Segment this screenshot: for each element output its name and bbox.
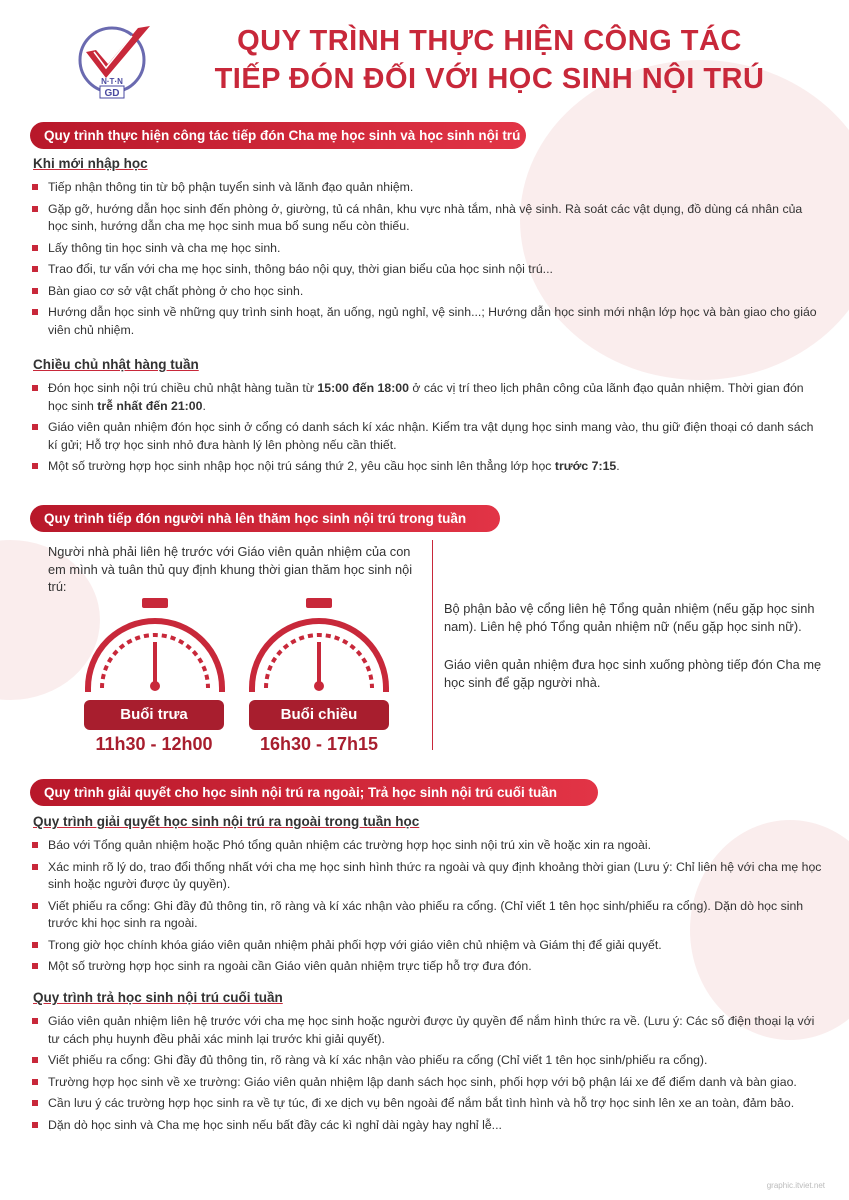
list-item: Giáo viên quản nhiệm đón học sinh ở cổng có danh sách kí xác nhận. Kiểm tra vật dụng học sinh mang vào, thu giữ điện thoại có danh sách kí gửi; Hỗ trợ học sinh nhỏ đưa hành lý lên phòng nếu cần thiết. (30, 419, 825, 454)
section1-list2 (30, 380, 825, 480)
slot-label-afternoon: Buổi chiều (249, 700, 389, 730)
time-highlight: 15:00 đến 18:00 (317, 381, 409, 395)
slot-time-noon: 11h30 - 12h00 (95, 734, 213, 754)
list-item: Trong giờ học chính khóa giáo viên quản nhiệm phải phối hợp với giáo viên chủ nhiệm và Giám thị để giải quyết. (30, 937, 825, 955)
section3-list2 (30, 1013, 825, 1138)
section2-heading: Quy trình tiếp đón người nhà lên thăm học sinh nội trú trong tuần (30, 505, 500, 532)
title-line-1: QUY TRÌNH THỰC HIỆN CÔNG TÁC (237, 25, 742, 57)
text: Một số trường hợp học sinh nhập học nội trú sáng thứ 2, yêu cầu học sinh lên thẳng lớp học (48, 459, 555, 473)
list-item: Gặp gỡ, hướng dẫn học sinh đến phòng ở, giường, tủ cá nhân, khu vực nhà tắm, nhà vệ sinh. Rà soát các vật dụng, đồ dùng cá nhân của học sinh, hướng dẫn cha mẹ học sinh mua bổ sung nếu còn thiếu. (30, 201, 825, 236)
list-item: Tiếp nhận thông tin từ bộ phận tuyển sinh và lãnh đạo quản nhiệm. (30, 179, 825, 197)
list-item (30, 458, 825, 476)
list-item (30, 380, 825, 415)
list-item: Trường hợp học sinh về xe trường: Giáo viên quản nhiệm lập danh sách học sinh, phối hợp với bộ phận lái xe để điểm danh và bàn giao. (30, 1074, 825, 1092)
text: . (616, 459, 620, 473)
title-line-2: TIẾP ĐÓN ĐỐI VỚI HỌC SINH NỘI TRÚ (214, 63, 765, 95)
section1-sub1: Khi mới nhập học (33, 156, 148, 171)
time-highlight: trễ nhất đến 21:00 (97, 398, 203, 413)
list-item: Báo với Tổng quản nhiệm hoặc Phó tổng quản nhiệm các trường hợp học sinh nội trú xin về hoặc xin ra ngoài. (30, 837, 825, 855)
list-item: Dặn dò học sinh và Cha mẹ học sinh nếu bất đầy các kì nghỉ dài ngày hay nghỉ lễ... (30, 1117, 825, 1135)
logo-sub: GD (104, 88, 120, 99)
section3-sub1: Quy trình giải quyết học sinh nội trú ra ngoài trong tuần học (33, 814, 420, 829)
section2-right-2: Giáo viên quản nhiệm đưa học sinh xuống phòng tiếp đón Cha mẹ học sinh để gặp người nhà. (444, 657, 822, 690)
section3-heading: Quy trình giải quyết cho học sinh nội trú ra ngoài; Trả học sinh nội trú cuối tuần (30, 779, 598, 806)
list-item: Viết phiếu ra cổng: Ghi đầy đủ thông tin, rõ ràng và kí xác nhận vào phiếu ra cổng (Chỉ viết 1 tên học sinh/phiếu ra cổng). (30, 1052, 825, 1070)
section2-intro: Người nhà phải liên hệ trước với Giáo viên quản nhiệm của con em mình và tuân thủ quy định khung thời gian thăm học sinh nội trú: (48, 544, 413, 594)
list-item: Hướng dẫn học sinh về những quy trình sinh hoạt, ăn uống, ngủ nghỉ, vệ sinh...; Hướng dẫn học sinh mới nhận lớp học và bàn giao cho giáo viên chủ nhiệm. (30, 304, 825, 339)
slot-label-noon: Buổi trưa (84, 700, 224, 730)
list-item: Bàn giao cơ sở vật chất phòng ở cho học sinh. (30, 283, 825, 301)
text: . (202, 398, 206, 413)
section1-list1 (30, 179, 825, 343)
time-highlight: trước 7:15 (554, 459, 617, 473)
section3-sub2: Quy trình trả học sinh nội trú cuối tuần (33, 990, 283, 1005)
section3-list1 (30, 837, 825, 980)
list-item: Giáo viên quản nhiệm liên hệ trước với cha mẹ học sinh hoặc người được ủy quyền để nắm hình thức ra về. (Lưu ý: Các số điện thoại lạ với tư cách phụ huynh đều phải xác minh lại trước khi giải quyết). (30, 1013, 825, 1048)
text: ở các vị trí theo lịch phân công của lãnh đạo quản nhiệm. Thời gian đón học sinh (48, 381, 804, 413)
watermark: graphic.itviet.net (766, 1181, 825, 1190)
school-logo (72, 22, 156, 100)
section1-sub2: Chiều chủ nhật hàng tuần (33, 357, 199, 372)
text: Đón học sinh nội trú chiều chủ nhật hàng tuần từ (48, 381, 318, 395)
vertical-divider (432, 540, 433, 750)
page-title (150, 22, 829, 98)
list-item: Cần lưu ý các trường hợp học sinh ra về tự túc, đi xe dịch vụ bên ngoài để nắm bắt tình hình và hỗ trợ học sinh lên xe an toàn, đảm bảo. (30, 1095, 825, 1113)
list-item: Một số trường hợp học sinh ra ngoài cần Giáo viên quản nhiệm trực tiếp hỗ trợ đưa đón. (30, 958, 825, 976)
list-item: Xác minh rõ lý do, trao đổi thống nhất với cha mẹ học sinh hình thức ra ngoài và quy định khoảng thời gian (Lưu ý: Chỉ liên hệ với cha mẹ học sinh hoặc người được ủy quyền). (30, 859, 825, 894)
list-item: Lấy thông tin học sinh và cha mẹ học sinh. (30, 240, 825, 258)
logo-letters: N·T·N (101, 77, 123, 86)
section1-heading: Quy trình thực hiện công tác tiếp đón Cha mẹ học sinh và học sinh nội trú (30, 122, 526, 149)
section2-right-1: Bộ phận bảo vệ cổng liên hệ Tổng quản nhiệm (nếu gặp học sinh nam). Liên hệ phó Tổng quản nhiệm nữ (nếu gặp học sinh nữ). (444, 601, 815, 634)
slot-time-afternoon: 16h30 - 17h15 (259, 734, 379, 754)
list-item: Trao đổi, tư vấn với cha mẹ học sinh, thông báo nội quy, thời gian biểu của học sinh nội trú... (30, 261, 825, 279)
list-item: Viết phiếu ra cổng: Ghi đầy đủ thông tin, rõ ràng và kí xác nhận vào phiếu ra cổng. (Chỉ viết 1 tên học sinh/phiếu ra cổng). Dặn dò học sinh trước khi học sinh ra ngoài. (30, 898, 825, 933)
